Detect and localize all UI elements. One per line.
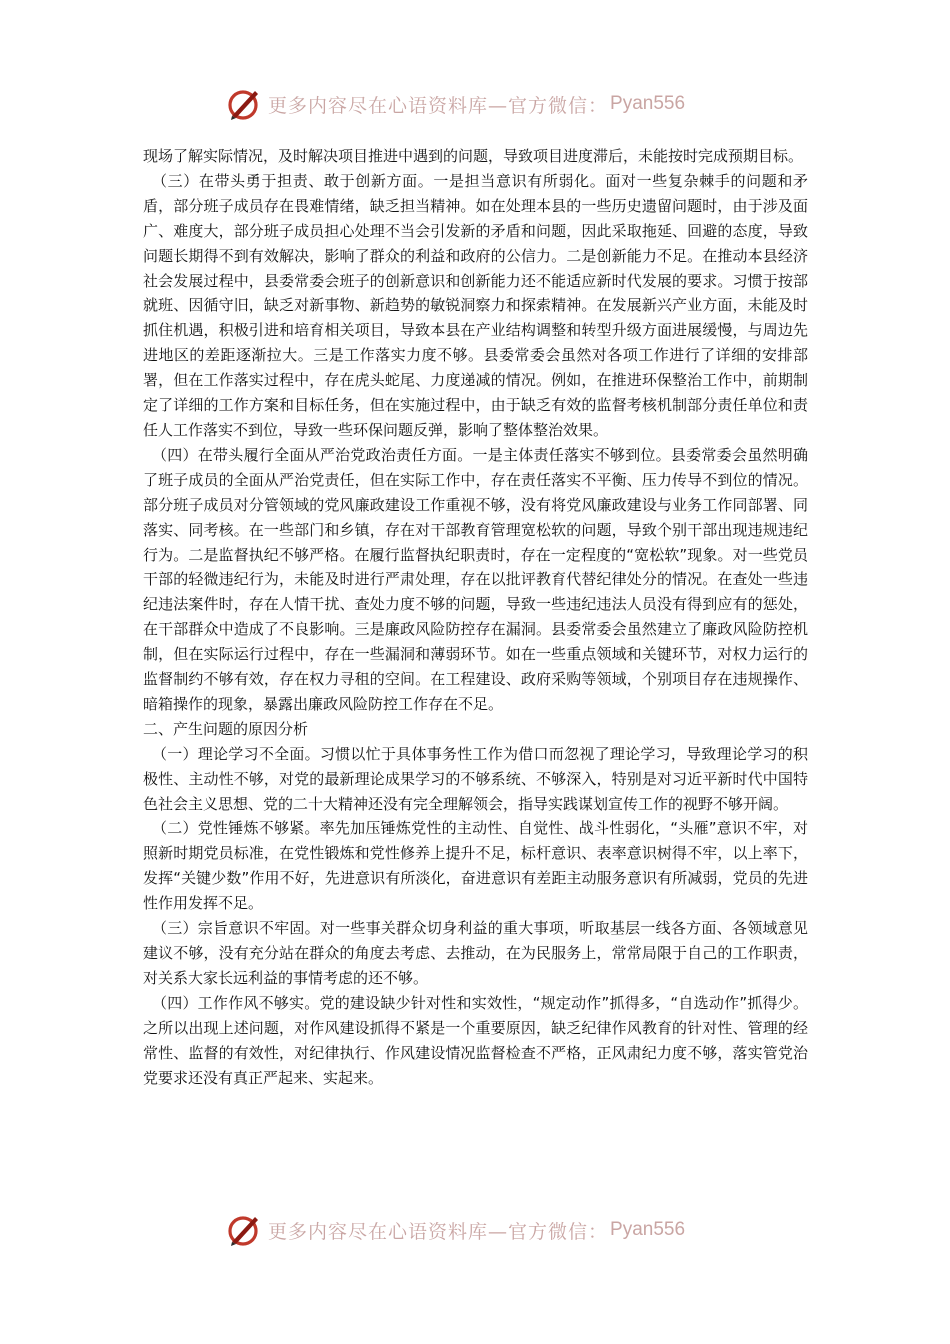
watermark-label: 更多内容尽在心语资料库—官方微信： xyxy=(268,94,609,117)
paragraph-cause-3: （三）宗旨意识不牢固。对一些事关群众切身利益的重大事项，听取基层一线各方面、各领域意见建议不够，没有充分站在群众的角度去考虑、去推动，在为民服务上，常常局限于自己的工作职责，对关系大家长远利益的事情考虑的还不够。 xyxy=(143,919,808,987)
paragraph-cause-2: （二）党性锤炼不够紧。率先加压锤炼党性的主动性、自觉性、战斗性弱化，“头雁”意识不牢，对照新时期党员标准，在党性锻炼和党性修养上提升不足，标杆意识、表率意识树得不牢，以上率下，发挥“关键少数”作用不好，先进意识有所淡化，奋进意识有差距主动服务意识有所减弱，党员的先进性作用发挥不足。 xyxy=(143,819,808,913)
footer-watermark xyxy=(226,1210,685,1250)
watermark-wechat-id: Pyan556 xyxy=(610,1219,686,1240)
document-body xyxy=(143,144,808,1090)
header-watermark xyxy=(226,84,685,124)
paragraph-continuation: 现场了解实际情况，及时解决项目推进中遇到的问题，导致项目进度滞后，未能按时完成预期目标。 xyxy=(143,147,804,165)
pen-logo-icon xyxy=(226,86,262,122)
paragraph-section-3: （三）在带头勇于担责、敢于创新方面。一是担当意识有所弱化。面对一些复杂棘手的问题和矛盾，部分班子成员存在畏难情绪，缺乏担当精神。如在处理本县的一些历史遗留问题时，由于涉及面广、难度大，部分班子成员担心处理不当会引发新的矛盾和问题，因此采取拖延、回避的态度，导致问题长期得不到有效解决，影响了群众的利益和政府的公信力。二是创新能力不足。在推动本县经济社会发展过程中，县委常委会班子的创新意识和创新能力还不能适应新时代发展的要求。习惯于按部就班、因循守旧，缺乏对新事物、新趋势的敏锐洞察力和探索精神。在发展新兴产业方面，未能及时抓住机遇，积极引进和培育相关项目，导致本县在产业结构调整和转型升级方面进展缓慢，与周边先进地区的差距逐渐拉大。三是工作落实力度不够。县委常委会虽然对各项工作进行了详细的安排部署，但在工作落实过程中，存在虎头蛇尾、力度递减的情况。例如，在推进环保整治工作中，前期制定了详细的工作方案和目标任务，但在实施过程中，由于缺乏有效的监督考核机制部分责任单位和责任人工作落实不到位，导致一些环保问题反弹，影响了整体整治效果。 xyxy=(143,171,808,439)
section-heading-causes: 二、产生问题的原因分析 xyxy=(143,719,309,738)
paragraph-cause-1: （一）理论学习不全面。习惯以忙于具体事务性工作为借口而忽视了理论学习，导致理论学习的积极性、主动性不够，对党的最新理论成果学习的不够系统、不够深入，特别是对习近平新时代中国特色社会主义思想、党的二十大精神还没有完全理解领会，指导实践谋划宣传工作的视野不够开阔。 xyxy=(143,744,808,813)
watermark-label: 更多内容尽在心语资料库—官方微信： xyxy=(268,1220,609,1243)
paragraph-cause-4: （四）工作作风不够实。党的建设缺少针对性和实效性，“规定动作”抓得多，“自选动作”抓得少。之所以出现上述问题，对作风建设抓得不紧是一个重要原因，缺乏纪律作风教育的针对性、管理的经常性、监督的有效性，对纪律执行、作风建设情况监督检查不严格，正风肃纪力度不够，落实管党治党要求还没有真正严起来、实起来。 xyxy=(143,993,808,1087)
pen-logo-icon xyxy=(226,1212,262,1248)
watermark-wechat-id: Pyan556 xyxy=(610,93,686,114)
paragraph-section-4: （四）在带头履行全面从严治党政治责任方面。一是主体责任落实不够到位。县委常委会虽然明确了班子成员的全面从严治党责任，但在实际工作中，存在责任落实不平衡、压力传导不到位的情况。部分班子成员对分管领域的党风廉政建设工作重视不够，没有将党风廉政建设与业务工作同部署、同落实、同考核。在一些部门和乡镇，存在对干部教育管理宽松软的问题，导致个别干部出现违规违纪行为。二是监督执纪不够严格。在履行监督执纪职责时，存在一定程度的“宽松软”现象。对一些党员干部的轻微违纪行为，未能及时进行严肃处理，存在以批评教育代替纪律处分的情况。在查处一些违纪违法案件时，存在人情干扰、查处力度不够的问题，导致一些违纪违法人员没有得到应有的惩处，在干部群众中造成了不良影响。三是廉政风险防控存在漏洞。县委常委会虽然建立了廉政风险防控机制，但在实际运行过程中，存在一些漏洞和薄弱环节。如在一些重点领域和关键环节，对权力运行的监督制约不够有效，存在权力寻租的空间。在工程建设、政府采购等领域，个别项目存在违规操作、暗箱操作的现象，暴露出廉政风险防控工作存在不足。 xyxy=(143,445,808,713)
